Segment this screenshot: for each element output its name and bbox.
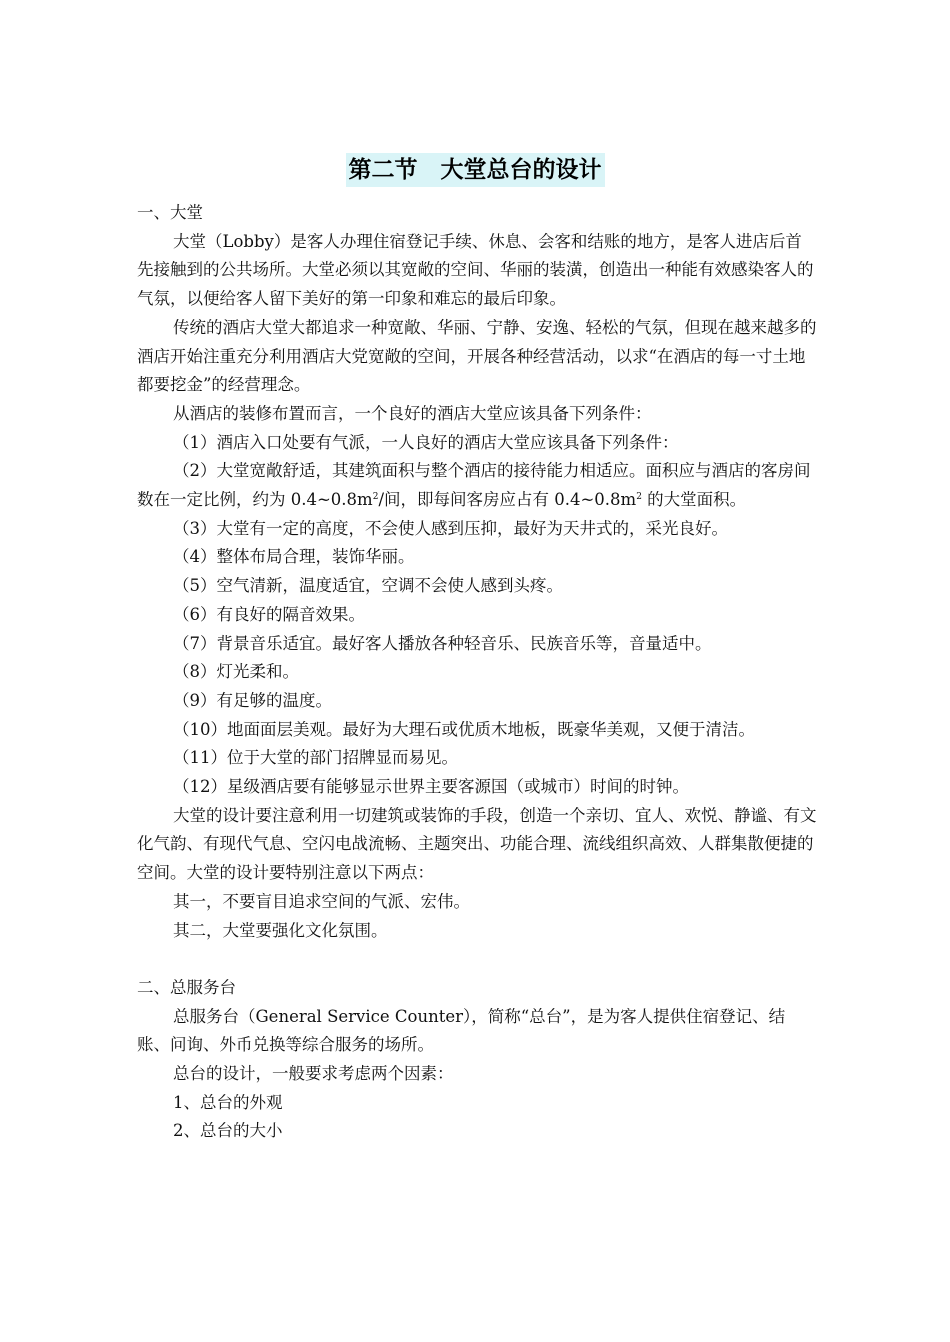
design-point-1: 其一，不要盲目追求空间的气派、宏伟。: [173, 891, 470, 911]
list-item-1: （1）酒店入口处要有气派，一人良好的酒店大堂应该具备下列条件：: [173, 432, 679, 452]
list-item-2-text-c: 的大堂面积。: [641, 490, 747, 510]
list-item-5: （5）空气清新，温度适宜，空调不会使人感到头疼。: [173, 576, 563, 596]
list-item-2-text-a: （2）大堂宽敞舒适，其建筑面积与整个酒店的接待能力相适应。面积应与酒店的客房间数在一定比例，约为 0.4~0.8m: [137, 461, 811, 510]
blank-line: [137, 945, 817, 974]
paragraph-lobby-design: 大堂的设计要注意利用一切建筑或装饰的手段，创造一个亲切、宜人、欢悦、静谧、有文化气韵、有现代气息、空闪电战流畅、主题突出、功能合理、流线组织高效、人群集散便捷的空间。大堂的设计要特别注意以下两点：: [137, 805, 817, 883]
superscript-square-1: 2: [372, 492, 379, 503]
list-item-2-text-b: /间，即每间客房应占有 0.4~0.8m: [378, 490, 637, 510]
title-container: [0, 153, 950, 187]
paragraph-front-desk-intro: 总服务台（General Service Counter），简称“总台”，是为客人提供住宿登记、结账、问询、外币兑换等综合服务的场所。: [137, 1006, 786, 1055]
paragraph-lobby-conditions: 从酒店的装修布置而言，一个良好的酒店大堂应该具备下列条件：: [173, 403, 652, 423]
list-item-4: （4）整体布局合理，装饰华丽。: [173, 547, 415, 567]
page-title: 第二节 大堂总台的设计: [346, 153, 605, 187]
list-item-2: [137, 457, 817, 514]
factor-item-1: 1、总台的外观: [173, 1092, 283, 1112]
list-item-12: （12）星级酒店要有能够显示世界主要客源国（或城市）时间的时钟。: [173, 777, 689, 797]
paragraph-front-desk-factors: 总台的设计，一般要求考虑两个因素：: [173, 1064, 454, 1084]
document-body: [137, 199, 817, 1146]
paragraph-lobby-intro: 大堂（Lobby）是客人办理住宿登记手续、休息、会客和结账的地方，是客人进店后首先接触到的公共场所。大堂必须以其宽敞的空间、华丽的装潢，创造出一种能有效感染客人的气氛，以便给客人留下美好的第一印象和难忘的最后印象。: [137, 231, 814, 309]
list-item-3: （3）大堂有一定的高度，不会使人感到压抑，最好为天井式的，采光良好。: [173, 518, 728, 538]
list-item-8: （8）灯光柔和。: [173, 662, 299, 682]
list-item-10: （10）地面面层美观。最好为大理石或优质木地板，既豪华美观，又便于清洁。: [173, 719, 755, 739]
paragraph-lobby-trend: 传统的酒店大堂大都追求一种宽敞、华丽、宁静、安逸、轻松的气氛，但现在越来越多的酒店开始注重充分利用酒店大党宽敞的空间，开展各种经营活动，以求“在酒店的每一寸土地都要挖金”的经营理念。: [137, 317, 817, 395]
list-item-9: （9）有足够的温度。: [173, 690, 332, 710]
list-item-11: （11）位于大堂的部门招牌显而易见。: [173, 748, 458, 768]
section-heading-front-desk: 二、总服务台: [137, 977, 236, 997]
design-point-2: 其二，大堂要强化文化氛围。: [173, 920, 388, 940]
section-heading-lobby: 一、大堂: [137, 203, 203, 222]
list-item-7: （7）背景音乐适宜。最好客人播放各种轻音乐、民族音乐等，音量适中。: [173, 633, 712, 653]
factor-item-2: 2、总台的大小: [173, 1121, 283, 1141]
superscript-square-2: 2: [636, 492, 642, 503]
list-item-6: （6）有良好的隔音效果。: [173, 604, 365, 624]
